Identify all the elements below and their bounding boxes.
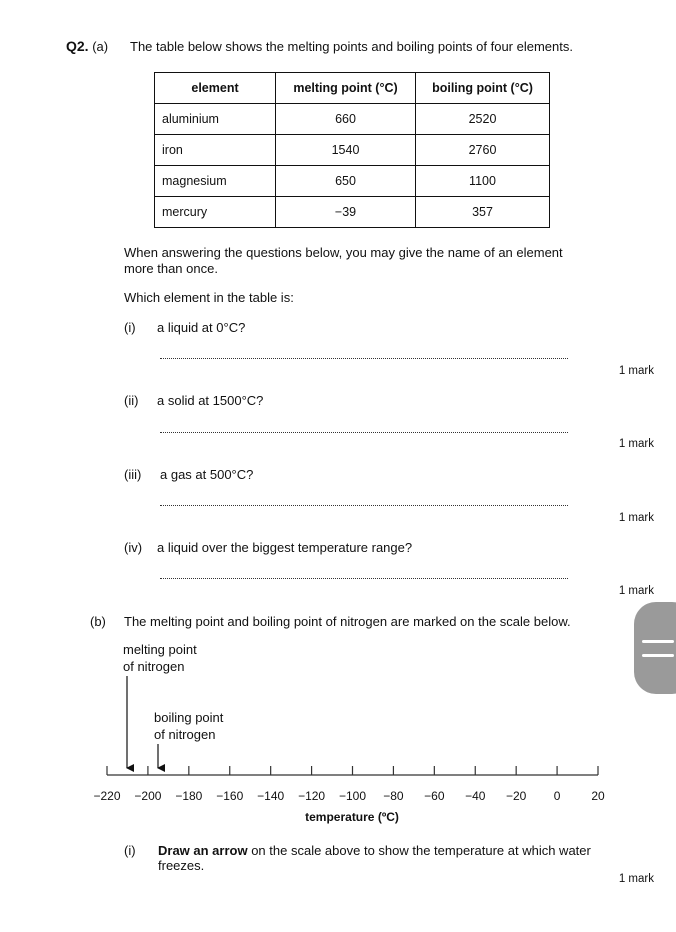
boiling-point-label: boiling point xyxy=(154,710,224,725)
boiling-point-value: 2520 xyxy=(416,104,550,135)
subquestion-text: a liquid over the biggest temperature range? xyxy=(157,540,413,555)
boiling-point-label-2: of nitrogen xyxy=(154,727,216,742)
scale-tick-label: −80 xyxy=(383,789,404,803)
part-a-intro: The table below shows the melting points and boiling points of four elements. xyxy=(130,39,573,54)
subquestion-number: (ii) xyxy=(124,393,139,408)
melting-point-value: −39 xyxy=(276,197,416,228)
part-b-intro: The melting point and boiling point of nitrogen are marked on the scale below. xyxy=(124,614,571,629)
boiling-point-value: 357 xyxy=(416,197,550,228)
scale-axis-label: temperature (ºC) xyxy=(305,810,399,824)
subquestion-text: a liquid at 0°C? xyxy=(157,320,246,335)
handle-bar-icon xyxy=(642,654,674,657)
subquestion-number: (iii) xyxy=(124,467,142,482)
scale-tick-label: −140 xyxy=(257,789,285,803)
melting-point-label: melting point xyxy=(123,642,197,657)
boiling-point-value: 1100 xyxy=(416,166,550,197)
boiling-point-value: 2760 xyxy=(416,135,550,166)
scale-tick-label: −20 xyxy=(505,789,527,803)
scale-tick-label: 20 xyxy=(591,789,605,803)
instruction-line-2: more than once. xyxy=(124,261,218,276)
mark-label: 1 mark xyxy=(618,512,654,524)
part-b-sub-i-text-2: freezes. xyxy=(158,858,205,873)
melting-point-value: 1540 xyxy=(276,135,416,166)
scale-tick-label: −120 xyxy=(298,789,326,803)
scale-tick-label: −100 xyxy=(338,789,367,803)
part-b-sub-i-text xyxy=(158,843,591,858)
element-name: aluminium xyxy=(155,104,276,135)
melting-point-value: 650 xyxy=(276,166,416,197)
scale-tick-label: −40 xyxy=(465,789,486,803)
element-name: magnesium xyxy=(155,166,276,197)
part-b-sub-i-rest: on the scale above to show the temperature at which water xyxy=(247,843,591,858)
instruction-line-1: When answering the questions below, you may give the name of an element xyxy=(124,245,563,260)
draw-arrow-emphasis: Draw an arrow xyxy=(158,843,248,858)
part-b-label: (b) xyxy=(90,614,106,629)
scale-tick-label: −200 xyxy=(134,789,162,803)
mark-label: 1 mark xyxy=(618,873,654,885)
scale-tick-label: −60 xyxy=(424,789,445,803)
column-header-boiling-point: boiling point (°C) xyxy=(416,73,550,104)
part-a-label: (a) xyxy=(92,39,109,54)
side-panel-handle[interactable] xyxy=(634,602,676,694)
scale-tick-label: 0 xyxy=(553,789,561,803)
mark-label: 1 mark xyxy=(618,438,654,450)
scale-ticks xyxy=(93,766,605,803)
column-header-element: element xyxy=(155,73,276,104)
question-number: Q2. xyxy=(66,38,89,54)
handle-bar-icon xyxy=(642,640,674,643)
instruction-prompt: Which element in the table is: xyxy=(124,290,294,305)
element-name: iron xyxy=(155,135,276,166)
scale-tick-label: −220 xyxy=(93,789,121,803)
element-name: mercury xyxy=(155,197,276,228)
scale-tick-label: −160 xyxy=(216,789,244,803)
mark-label: 1 mark xyxy=(618,365,654,377)
scale-tick-label: −180 xyxy=(175,789,203,803)
mark-label: 1 mark xyxy=(618,585,654,597)
melting-point-value: 660 xyxy=(276,104,416,135)
subquestion-text: a gas at 500°C? xyxy=(160,467,254,482)
column-header-melting-point: melting point (°C) xyxy=(276,73,416,104)
subquestion-number: (iv) xyxy=(124,540,143,555)
melting-point-label-2: of nitrogen xyxy=(123,659,185,674)
subquestion-text: a solid at 1500°C? xyxy=(157,393,264,408)
subquestion-number: (i) xyxy=(124,320,136,335)
part-b-sub-i-number: (i) xyxy=(124,843,136,858)
